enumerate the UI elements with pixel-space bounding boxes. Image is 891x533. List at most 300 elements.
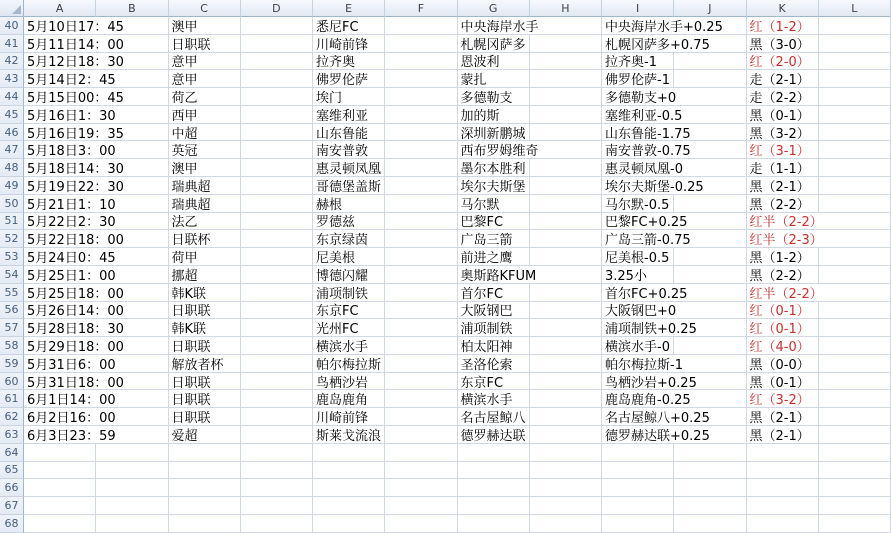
cell-K56[interactable]	[747, 302, 819, 320]
cell-D66[interactable]	[241, 479, 313, 497]
select-all-corner[interactable]	[0, 0, 24, 17]
cell-K41[interactable]	[747, 35, 819, 53]
cell-G60[interactable]	[458, 373, 530, 391]
cell-G50[interactable]	[458, 195, 530, 213]
cell-E56[interactable]	[313, 302, 385, 320]
cell-C43[interactable]	[169, 70, 241, 88]
cell-F47[interactable]	[385, 141, 457, 159]
row-header-52[interactable]: 52	[0, 230, 24, 248]
cell-F59[interactable]	[385, 355, 457, 373]
row-header-68[interactable]: 68	[0, 515, 24, 533]
cell-H40[interactable]	[530, 17, 602, 35]
cell-H67[interactable]	[530, 497, 602, 515]
cell-I41[interactable]	[602, 35, 710, 53]
cell-A49[interactable]	[24, 177, 124, 195]
cell-J65[interactable]	[674, 462, 746, 480]
cell-C53[interactable]	[169, 248, 241, 266]
cell-G57[interactable]	[458, 319, 530, 337]
cell-G63[interactable]	[458, 426, 530, 444]
cell-A44[interactable]	[24, 88, 124, 107]
cell-E45[interactable]	[313, 106, 385, 124]
cell-K55[interactable]	[747, 284, 823, 302]
cell-I40[interactable]	[602, 17, 723, 35]
cell-F64[interactable]	[385, 444, 457, 462]
cell-A40[interactable]	[24, 17, 124, 35]
cell-F63[interactable]	[385, 426, 457, 444]
cell-K42[interactable]	[747, 53, 819, 71]
cell-A59[interactable]	[24, 355, 116, 373]
cell-L43[interactable]	[819, 70, 891, 88]
cell-A57[interactable]	[24, 319, 124, 338]
cell-E42[interactable]	[313, 53, 385, 71]
cell-D67[interactable]	[241, 497, 313, 515]
row-header-64[interactable]: 64	[0, 444, 24, 462]
cell-H65[interactable]	[530, 462, 602, 480]
cell-C56[interactable]	[169, 302, 241, 320]
cell-I62[interactable]	[602, 408, 710, 427]
cell-I44[interactable]	[602, 88, 677, 107]
cell-A46[interactable]	[24, 124, 124, 142]
cell-A63[interactable]	[24, 426, 116, 444]
cell-F58[interactable]	[385, 337, 457, 355]
cell-I66[interactable]	[602, 479, 674, 497]
cell-G55[interactable]	[458, 284, 530, 302]
cell-K63[interactable]	[747, 426, 819, 444]
row-header-63[interactable]: 63	[0, 426, 24, 444]
column-header-D[interactable]: D	[241, 0, 313, 17]
row-header-60[interactable]: 60	[0, 373, 24, 391]
cell-A48[interactable]	[24, 159, 124, 178]
cell-A51[interactable]	[24, 213, 116, 231]
cell-A68[interactable]	[24, 515, 96, 533]
cell-H43[interactable]	[530, 70, 602, 88]
cell-F68[interactable]	[385, 515, 457, 533]
row-header-59[interactable]: 59	[0, 355, 24, 373]
cell-C52[interactable]	[169, 230, 241, 248]
cell-D40[interactable]	[241, 17, 313, 35]
cell-A58[interactable]	[24, 337, 124, 355]
cell-I57[interactable]	[602, 319, 697, 338]
cell-H68[interactable]	[530, 515, 602, 533]
cell-E64[interactable]	[313, 444, 385, 462]
column-header-F[interactable]: F	[385, 0, 457, 17]
cell-J59[interactable]	[674, 355, 746, 373]
cell-K57[interactable]	[747, 319, 819, 337]
cell-A41[interactable]	[24, 35, 124, 53]
cell-A52[interactable]	[24, 230, 124, 249]
cell-D41[interactable]	[241, 35, 313, 53]
cell-F55[interactable]	[385, 284, 457, 302]
cell-I45[interactable]	[602, 106, 683, 124]
cell-K66[interactable]	[747, 479, 819, 497]
cell-C67[interactable]	[169, 497, 241, 515]
cell-L60[interactable]	[819, 373, 891, 391]
cell-D60[interactable]	[241, 373, 313, 391]
cell-F65[interactable]	[385, 462, 457, 480]
cell-H49[interactable]	[530, 177, 602, 195]
cell-C63[interactable]	[169, 426, 241, 444]
cell-H48[interactable]	[530, 159, 602, 177]
cell-C58[interactable]	[169, 337, 241, 355]
cell-H47[interactable]	[530, 141, 602, 159]
cell-J67[interactable]	[674, 497, 746, 515]
cell-K68[interactable]	[747, 515, 819, 533]
cell-H45[interactable]	[530, 106, 602, 124]
cell-I55[interactable]	[602, 284, 688, 302]
cell-C45[interactable]	[169, 106, 241, 124]
cell-E52[interactable]	[313, 230, 385, 248]
cell-E50[interactable]	[313, 195, 385, 213]
cell-K60[interactable]	[747, 373, 819, 391]
cell-G49[interactable]	[458, 177, 530, 195]
cell-E41[interactable]	[313, 35, 385, 53]
cell-K52[interactable]	[747, 230, 823, 249]
cell-G56[interactable]	[458, 302, 530, 320]
cell-L62[interactable]	[819, 408, 891, 426]
cell-E54[interactable]	[313, 266, 385, 284]
cell-F52[interactable]	[385, 230, 457, 248]
cell-D63[interactable]	[241, 426, 313, 444]
cell-H42[interactable]	[530, 53, 602, 71]
cell-E61[interactable]	[313, 390, 385, 408]
cell-J44[interactable]	[674, 88, 746, 106]
cell-K62[interactable]	[747, 408, 819, 426]
cell-L49[interactable]	[819, 177, 891, 195]
cell-E68[interactable]	[313, 515, 385, 533]
row-header-46[interactable]: 46	[0, 124, 24, 142]
cell-G62[interactable]	[458, 408, 530, 426]
cell-L44[interactable]	[819, 88, 891, 106]
cell-G47[interactable]	[458, 141, 539, 160]
cell-L48[interactable]	[819, 159, 891, 177]
cell-K67[interactable]	[747, 497, 819, 515]
cell-F62[interactable]	[385, 408, 457, 426]
cell-D59[interactable]	[241, 355, 313, 373]
cell-H55[interactable]	[530, 284, 602, 302]
cell-G65[interactable]	[458, 462, 530, 480]
cell-E67[interactable]	[313, 497, 385, 515]
cell-C59[interactable]	[169, 355, 241, 373]
cell-L45[interactable]	[819, 106, 891, 124]
cell-F56[interactable]	[385, 302, 457, 320]
cell-L51[interactable]	[819, 213, 891, 231]
cell-F41[interactable]	[385, 35, 457, 53]
cell-F67[interactable]	[385, 497, 457, 515]
cell-F40[interactable]	[385, 17, 457, 35]
cell-J50[interactable]	[674, 195, 746, 213]
cell-I63[interactable]	[602, 426, 710, 444]
cell-L63[interactable]	[819, 426, 891, 444]
cell-I61[interactable]	[602, 390, 691, 409]
row-header-40[interactable]: 40	[0, 17, 24, 35]
cell-D45[interactable]	[241, 106, 313, 124]
cell-H44[interactable]	[530, 88, 602, 106]
column-header-E[interactable]: E	[313, 0, 385, 17]
cell-J68[interactable]	[674, 515, 746, 533]
cell-I43[interactable]	[602, 70, 674, 88]
cell-E46[interactable]	[313, 124, 385, 142]
cell-F45[interactable]	[385, 106, 457, 124]
cell-E49[interactable]	[313, 177, 385, 195]
cell-E58[interactable]	[313, 337, 385, 355]
cell-C40[interactable]	[169, 17, 241, 35]
cell-E53[interactable]	[313, 248, 385, 266]
cell-J53[interactable]	[674, 248, 746, 266]
cell-A61[interactable]	[24, 390, 116, 409]
cell-I52[interactable]	[602, 230, 691, 249]
cell-E63[interactable]	[313, 426, 385, 444]
cell-F43[interactable]	[385, 70, 457, 88]
cell-K44[interactable]	[747, 88, 819, 106]
cell-I51[interactable]	[602, 213, 688, 231]
cell-E66[interactable]	[313, 479, 385, 497]
cell-H66[interactable]	[530, 479, 602, 497]
cell-D57[interactable]	[241, 319, 313, 337]
row-header-61[interactable]: 61	[0, 390, 24, 408]
cell-D50[interactable]	[241, 195, 313, 213]
cell-I54[interactable]	[602, 266, 674, 284]
cell-G67[interactable]	[458, 497, 530, 515]
cell-H51[interactable]	[530, 213, 602, 231]
cell-G46[interactable]	[458, 124, 530, 142]
cell-E57[interactable]	[313, 319, 385, 337]
cell-C54[interactable]	[169, 266, 241, 284]
cell-F53[interactable]	[385, 248, 457, 266]
column-header-H[interactable]: H	[530, 0, 602, 17]
cell-C68[interactable]	[169, 515, 241, 533]
cell-J45[interactable]	[674, 106, 746, 124]
cell-C51[interactable]	[169, 213, 241, 231]
cell-C42[interactable]	[169, 53, 241, 71]
cell-G43[interactable]	[458, 70, 530, 88]
cell-H64[interactable]	[530, 444, 602, 462]
cell-G66[interactable]	[458, 479, 530, 497]
cell-L67[interactable]	[819, 497, 891, 515]
column-header-J[interactable]: J	[674, 0, 746, 17]
cell-J42[interactable]	[674, 53, 746, 71]
cell-K48[interactable]	[747, 159, 819, 177]
cell-H61[interactable]	[530, 390, 602, 408]
cell-D58[interactable]	[241, 337, 313, 355]
cell-L40[interactable]	[819, 17, 891, 35]
cell-D49[interactable]	[241, 177, 313, 195]
cell-F57[interactable]	[385, 319, 457, 337]
cell-J58[interactable]	[674, 337, 746, 355]
cell-K59[interactable]	[747, 355, 819, 373]
cell-H50[interactable]	[530, 195, 602, 213]
cell-A64[interactable]	[24, 444, 96, 462]
cell-K50[interactable]	[747, 195, 819, 213]
cell-K47[interactable]	[747, 141, 819, 159]
cell-G40[interactable]	[458, 17, 539, 35]
cell-H57[interactable]	[530, 319, 602, 337]
cell-I60[interactable]	[602, 373, 697, 391]
cell-L56[interactable]	[819, 302, 891, 320]
row-header-57[interactable]: 57	[0, 319, 24, 337]
column-header-C[interactable]: C	[169, 0, 241, 17]
row-header-42[interactable]: 42	[0, 53, 24, 71]
cell-I47[interactable]	[602, 141, 691, 160]
cell-H58[interactable]	[530, 337, 602, 355]
row-header-67[interactable]: 67	[0, 497, 24, 515]
cell-H63[interactable]	[530, 426, 602, 444]
cell-G59[interactable]	[458, 355, 530, 373]
cell-B65[interactable]	[96, 462, 168, 480]
cell-L53[interactable]	[819, 248, 891, 266]
cell-D44[interactable]	[241, 88, 313, 106]
cell-I53[interactable]	[602, 248, 674, 266]
cell-I42[interactable]	[602, 53, 674, 71]
cell-D68[interactable]	[241, 515, 313, 533]
cell-A43[interactable]	[24, 70, 116, 89]
row-header-65[interactable]: 65	[0, 462, 24, 480]
cell-K61[interactable]	[747, 390, 819, 408]
row-header-47[interactable]: 47	[0, 141, 24, 159]
row-header-56[interactable]: 56	[0, 302, 24, 320]
cell-I56[interactable]	[602, 302, 677, 320]
cell-K58[interactable]	[747, 337, 819, 355]
cell-C44[interactable]	[169, 88, 241, 106]
cell-J56[interactable]	[674, 302, 746, 320]
cell-E48[interactable]	[313, 159, 385, 177]
cell-C66[interactable]	[169, 479, 241, 497]
cell-L57[interactable]	[819, 319, 891, 337]
cell-H46[interactable]	[530, 124, 602, 142]
cell-A53[interactable]	[24, 248, 116, 267]
cell-A62[interactable]	[24, 408, 116, 427]
cell-F54[interactable]	[385, 266, 457, 284]
cell-A56[interactable]	[24, 302, 124, 320]
cell-L52[interactable]	[819, 230, 891, 248]
cell-G54[interactable]	[458, 266, 537, 284]
cell-K65[interactable]	[747, 462, 819, 480]
cell-I48[interactable]	[602, 159, 683, 178]
cell-L61[interactable]	[819, 390, 891, 408]
cell-L46[interactable]	[819, 124, 891, 142]
cell-H53[interactable]	[530, 248, 602, 266]
cell-D61[interactable]	[241, 390, 313, 408]
cell-L42[interactable]	[819, 53, 891, 71]
cell-C50[interactable]	[169, 195, 241, 213]
cell-L50[interactable]	[819, 195, 891, 213]
row-header-45[interactable]: 45	[0, 106, 24, 124]
row-header-48[interactable]: 48	[0, 159, 24, 177]
cell-A45[interactable]	[24, 106, 116, 124]
cell-L55[interactable]	[819, 284, 891, 302]
cell-A50[interactable]	[24, 195, 116, 213]
cell-L66[interactable]	[819, 479, 891, 497]
cell-L41[interactable]	[819, 35, 891, 53]
cell-G41[interactable]	[458, 35, 530, 53]
cell-L47[interactable]	[819, 141, 891, 159]
cell-K40[interactable]	[747, 17, 819, 35]
cell-L58[interactable]	[819, 337, 891, 355]
cell-G64[interactable]	[458, 444, 530, 462]
cell-C49[interactable]	[169, 177, 241, 195]
cell-A47[interactable]	[24, 141, 116, 160]
cell-K64[interactable]	[747, 444, 819, 462]
cell-J48[interactable]	[674, 159, 746, 177]
cell-E40[interactable]	[313, 17, 385, 35]
cell-D52[interactable]	[241, 230, 313, 248]
cell-F48[interactable]	[385, 159, 457, 177]
cell-A60[interactable]	[24, 373, 124, 391]
cell-I49[interactable]	[602, 177, 704, 195]
cell-H60[interactable]	[530, 373, 602, 391]
cell-J54[interactable]	[674, 266, 746, 284]
row-header-43[interactable]: 43	[0, 70, 24, 88]
cell-F66[interactable]	[385, 479, 457, 497]
cell-C55[interactable]	[169, 284, 241, 302]
cell-E59[interactable]	[313, 355, 385, 373]
column-header-K[interactable]: K	[747, 0, 819, 17]
cell-B64[interactable]	[96, 444, 168, 462]
cell-H62[interactable]	[530, 408, 602, 426]
column-header-G[interactable]: G	[458, 0, 530, 17]
cell-I67[interactable]	[602, 497, 674, 515]
cell-A67[interactable]	[24, 497, 96, 515]
cell-F46[interactable]	[385, 124, 457, 142]
cell-A66[interactable]	[24, 479, 96, 497]
cell-I68[interactable]	[602, 515, 674, 533]
column-header-B[interactable]: B	[96, 0, 168, 17]
cell-D64[interactable]	[241, 444, 313, 462]
cell-C41[interactable]	[169, 35, 241, 53]
column-header-L[interactable]: L	[819, 0, 891, 17]
row-header-49[interactable]: 49	[0, 177, 24, 195]
cell-A65[interactable]	[24, 462, 96, 480]
cell-E55[interactable]	[313, 284, 385, 302]
cell-I65[interactable]	[602, 462, 674, 480]
cell-A42[interactable]	[24, 53, 124, 71]
row-header-58[interactable]: 58	[0, 337, 24, 355]
cell-F61[interactable]	[385, 390, 457, 408]
cell-H56[interactable]	[530, 302, 602, 320]
cell-E47[interactable]	[313, 141, 385, 159]
cell-J43[interactable]	[674, 70, 746, 88]
cell-C57[interactable]	[169, 319, 241, 337]
cell-F60[interactable]	[385, 373, 457, 391]
cell-G48[interactable]	[458, 159, 530, 177]
cell-G45[interactable]	[458, 106, 530, 124]
row-header-53[interactable]: 53	[0, 248, 24, 266]
cell-D47[interactable]	[241, 141, 313, 159]
row-header-62[interactable]: 62	[0, 408, 24, 426]
cell-G52[interactable]	[458, 230, 530, 248]
cell-D42[interactable]	[241, 53, 313, 71]
cell-J66[interactable]	[674, 479, 746, 497]
cell-K43[interactable]	[747, 70, 819, 88]
cell-E44[interactable]	[313, 88, 385, 106]
cell-C46[interactable]	[169, 124, 241, 142]
cell-A55[interactable]	[24, 284, 124, 302]
cell-C62[interactable]	[169, 408, 241, 426]
cell-F50[interactable]	[385, 195, 457, 213]
cell-D46[interactable]	[241, 124, 313, 142]
cell-I64[interactable]	[602, 444, 674, 462]
cell-B67[interactable]	[96, 497, 168, 515]
cell-I50[interactable]	[602, 195, 674, 213]
cell-E51[interactable]	[313, 213, 385, 231]
row-header-55[interactable]: 55	[0, 284, 24, 302]
cell-G53[interactable]	[458, 248, 530, 266]
cell-D65[interactable]	[241, 462, 313, 480]
cell-L54[interactable]	[819, 266, 891, 284]
cell-E65[interactable]	[313, 462, 385, 480]
cell-A54[interactable]	[24, 266, 116, 284]
cell-H54[interactable]	[530, 266, 602, 284]
cell-D43[interactable]	[241, 70, 313, 88]
